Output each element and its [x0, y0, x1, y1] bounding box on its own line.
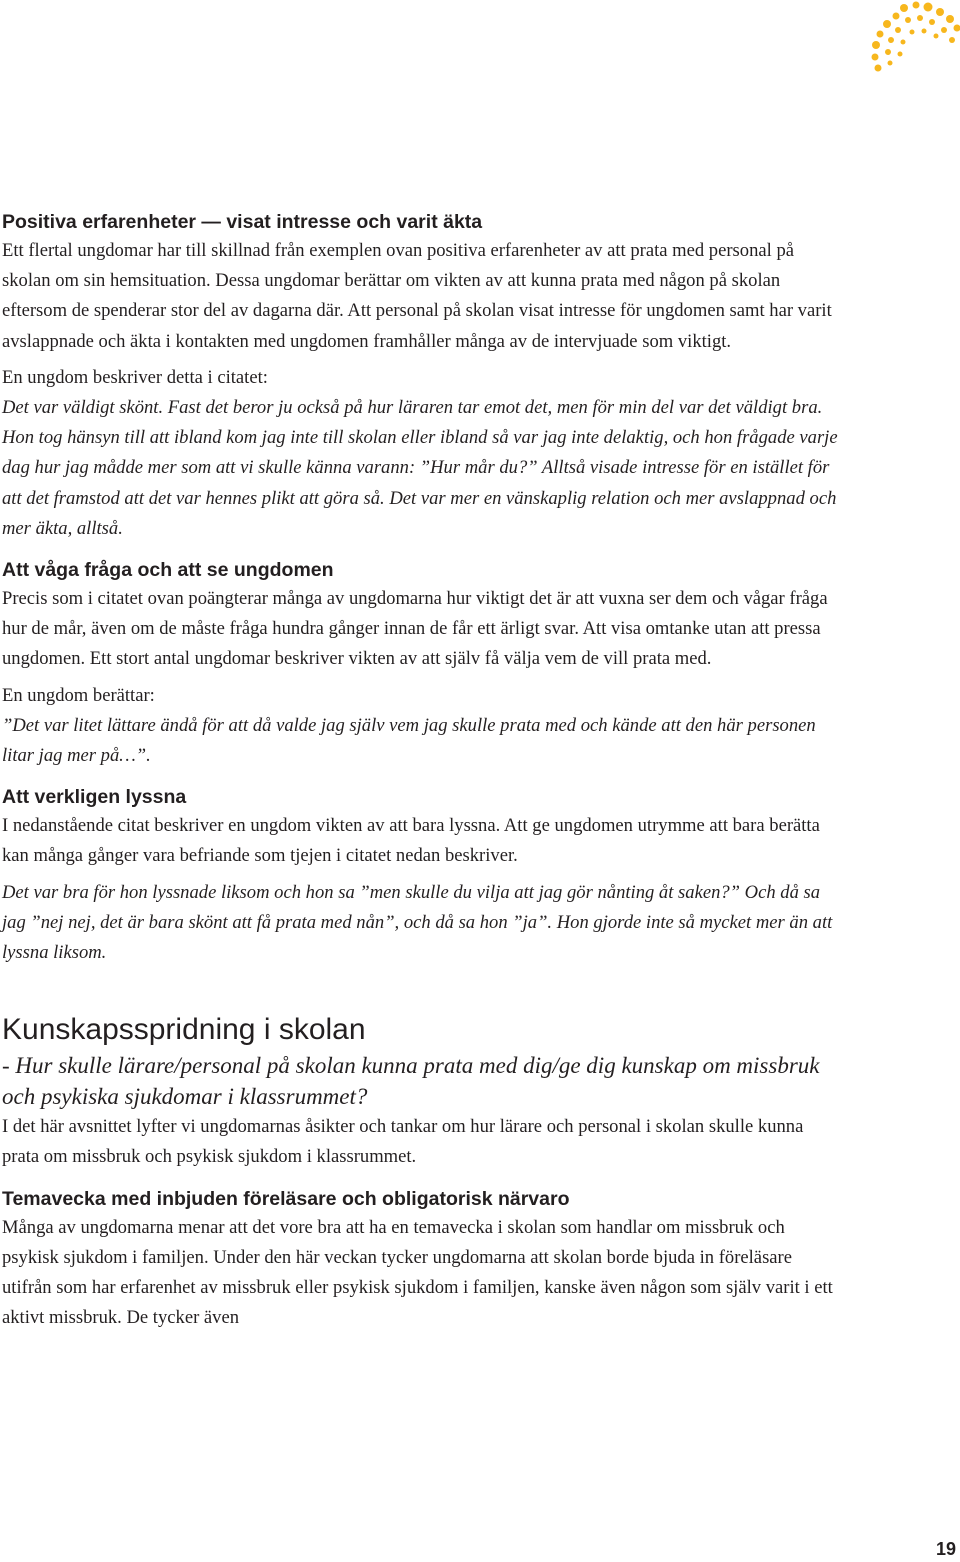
chapter-lead: - Hur skulle lärare/personal på skolan kunna prata med dig/ge dig kunskap om missbruk och psykiska sjukdomar i klassrummet?: [2, 1053, 820, 1110]
section-heading-daring: Att våga fråga och att se ungdomen: [2, 559, 334, 582]
quote: Det var väldigt skönt. Fast det beror ju också på hur läraren tar emot det, men för min del var det väldigt bra. Hon tog hänsyn till att ibland kom jag inte till skolan eller ibland så var jag inte delaktig, och hon frågade varje dag hur jag mådde mer som att vi skulle känna varann: ”Hur mår du?” Alltså visade intresse för en istället för att det framstod att det var hennes plikt att göra så. Det var mer en vänskaplig relation och mer avslappnad och mer äkta, alltså.: [2, 397, 838, 539]
section-heading-listen: Att verkligen lyssna: [2, 786, 187, 809]
paragraph: Många av ungdomarna menar att det vore bra att ha en temavecka i skolan som handlar om missbruk och psykisk sjukdom i familjen. Under den här veckan tycker ungdomarna att skolan borde bjuda in föreläsare utifrån som har erfarenhet av missbruk eller psykisk sjukdom i familjen, kanske även någon som själv varit i ett aktivt missbruk. De tycker även: [2, 1216, 833, 1329]
quote: Det var bra för hon lyssnade liksom och hon sa ”men skulle du vilja att jag gör nånting åt saken?” Och då sa jag ”nej nej, det är bara skönt att få prata med nån”, och då sa hon ”ja”. Hon gjorde inte så mycket mer än att lyssna liksom.: [2, 881, 833, 964]
page-number: 19: [935, 1539, 956, 1559]
sun-dots-logo-icon: [840, 0, 960, 90]
quote-intro: En ungdom berättar:: [2, 684, 155, 706]
paragraph: Precis som i citatet ovan poängterar många av ungdomarna hur viktigt det är att vuxna ser dem och vågar fråga hur de mår, även om de måste fråga hundra gånger innan de får ett ärligt svar. Att visa omtanke utan att pressa ungdomen. Ett stort antal ungdomar beskriver vikten av att själv få välja vem de vill prata med.: [2, 588, 828, 670]
quote: ”Det var litet lättare ändå för att då valde jag själv vem jag skulle prata med och kände att den här personen litar jag mer på…”.: [2, 714, 816, 767]
quote-intro: En ungdom beskriver detta i citatet:: [2, 366, 268, 388]
paragraph: Ett flertal ungdomar har till skillnad från exemplen ovan positiva erfarenheter av att prata med personal på skolan om sin hemsituation. Dessa ungdomar berättar om vikten av att kunna prata med någon på skolan eftersom de spenderar stor del av dagarna där. Att personal på skolan visat intresse för ungdomen samt har varit avslappnade och äkta i kontakten med ungdomen framhåller många av de intervjuade som viktigt.: [2, 240, 832, 352]
section-heading-theme-week: Temavecka med inbjuden föreläsare och obligatorisk närvaro: [2, 1187, 570, 1210]
chapter-title: Kunskapsspridning i skolan: [2, 1013, 366, 1047]
paragraph: I det här avsnittet lyfter vi ungdomarnas åsikter och tankar om hur lärare och personal i skolan skulle kunna prata om missbruk och psykisk sjukdom i klassrummet.: [2, 1116, 804, 1168]
section-heading-positive: Positiva erfarenheter — visat intresse och varit äkta: [2, 211, 483, 233]
page-content: [2, 208, 842, 1333]
paragraph: I nedanstående citat beskriver en ungdom vikten av att bara lyssna. Att ge ungdomen utrymme att bara berätta kan många gånger vara befriande som tjejen i citatet nedan beskriver.: [2, 815, 820, 867]
